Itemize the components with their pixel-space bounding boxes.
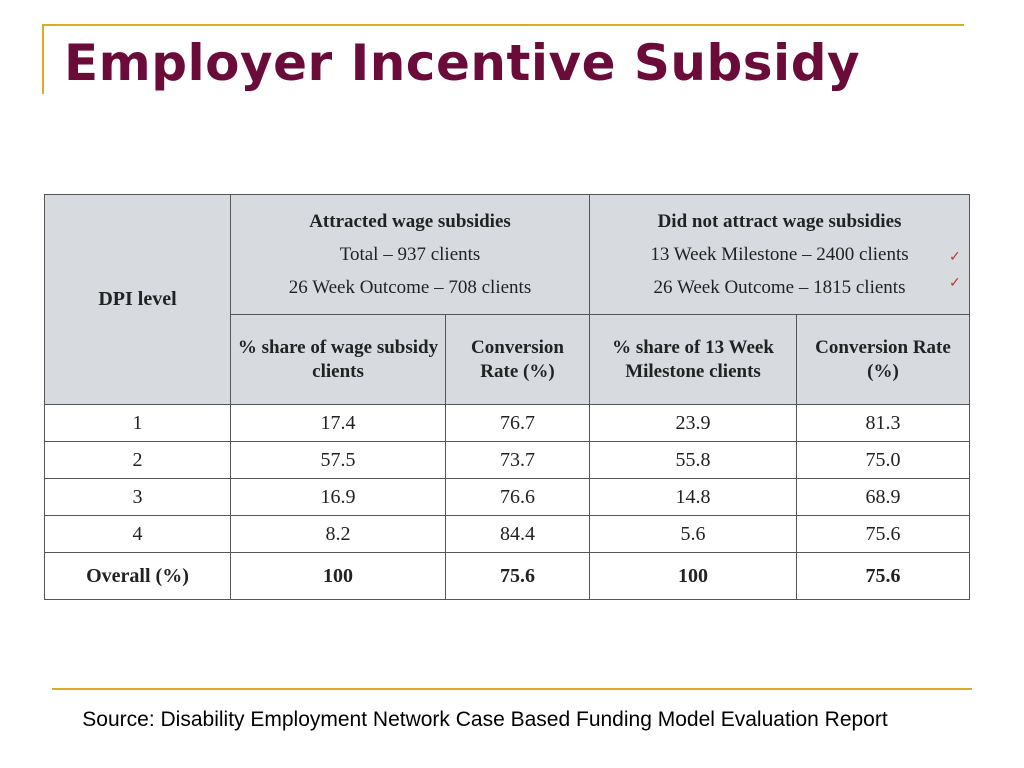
not-attracted-milestone: 13 Week Milestone – 2400 clients xyxy=(650,244,909,265)
dpi-level-header: DPI level xyxy=(45,195,231,405)
attracted-outcome: 26 Week Outcome – 708 clients xyxy=(288,277,532,298)
attracted-total: Total – 937 clients xyxy=(339,244,481,265)
conv-ws-cell: 76.7 xyxy=(446,405,590,442)
not-attracted-outcome: 26 Week Outcome – 1815 clients xyxy=(653,277,906,298)
conv-ws-cell: 76.6 xyxy=(446,479,590,516)
source-citation: Source: Disability Employment Network Case Based Funding Model Evaluation Report xyxy=(82,708,888,731)
conv-13-cell: 75.0 xyxy=(797,442,970,479)
footer-rule xyxy=(52,688,972,690)
share-ws-cell: 16.9 xyxy=(231,479,446,516)
conv-13-cell: 81.3 xyxy=(797,405,970,442)
share-ws-cell: 17.4 xyxy=(231,405,446,442)
conv-ws-cell: 73.7 xyxy=(446,442,590,479)
subsidy-table xyxy=(44,194,970,600)
dpi-level-cell: 2 xyxy=(45,442,231,479)
dpi-level-cell: 1 xyxy=(45,405,231,442)
table-row xyxy=(45,405,970,442)
title-rule-top xyxy=(42,24,964,26)
attracted-group-header xyxy=(231,195,590,315)
conv-13-cell: 75.6 xyxy=(797,516,970,553)
conv-ws-header: Conversion Rate (%) xyxy=(446,315,590,405)
overall-share-13-cell: 100 xyxy=(590,553,797,600)
share-13-header: % share of 13 Week Milestone clients xyxy=(590,315,797,405)
overall-conv-ws-cell: 75.6 xyxy=(446,553,590,600)
subsidy-table-container xyxy=(44,194,969,599)
dpi-level-cell: 4 xyxy=(45,516,231,553)
conv-13-header: Conversion Rate (%) xyxy=(797,315,970,405)
slide-title: Employer Incentive Subsidy xyxy=(64,34,861,92)
share-13-cell: 23.9 xyxy=(590,405,797,442)
title-rule-left xyxy=(42,26,44,94)
handwritten-tick-mark: ✓ xyxy=(949,274,961,290)
handwritten-tick-mark: ✓ xyxy=(949,248,961,264)
share-13-cell: 14.8 xyxy=(590,479,797,516)
share-ws-cell: 8.2 xyxy=(231,516,446,553)
share-13-cell: 55.8 xyxy=(590,442,797,479)
not-attracted-group-header xyxy=(590,195,970,315)
conv-ws-cell: 84.4 xyxy=(446,516,590,553)
table-row xyxy=(45,442,970,479)
group-header-row xyxy=(45,195,970,315)
table-row xyxy=(45,516,970,553)
overall-row xyxy=(45,553,970,600)
share-ws-cell: 57.5 xyxy=(231,442,446,479)
table-row xyxy=(45,479,970,516)
overall-share-ws-cell: 100 xyxy=(231,553,446,600)
share-13-cell: 5.6 xyxy=(590,516,797,553)
conv-13-cell: 68.9 xyxy=(797,479,970,516)
not-attracted-title: Did not attract wage subsidies xyxy=(657,211,902,232)
overall-conv-13-cell: 75.6 xyxy=(797,553,970,600)
attracted-title: Attracted wage subsidies xyxy=(309,211,511,232)
dpi-level-cell: 3 xyxy=(45,479,231,516)
share-ws-header: % share of wage subsidy clients xyxy=(231,315,446,405)
overall-label-cell: Overall (%) xyxy=(45,553,231,600)
